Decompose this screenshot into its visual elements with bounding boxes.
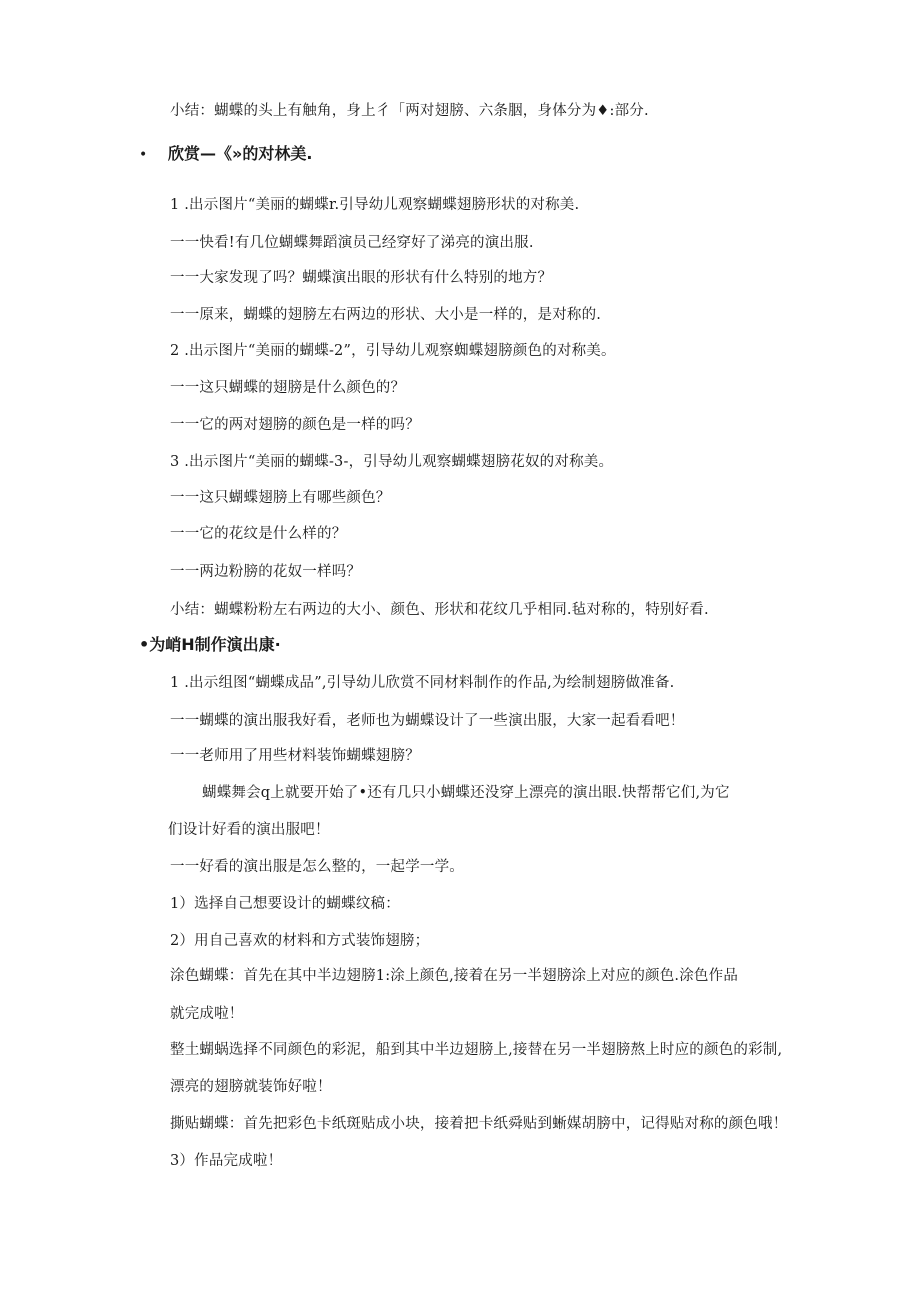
question-3a: 一一这只蝴蝶翅膀上有哪些颜色？ <box>170 490 391 506</box>
question-4c: 一一好看的演出服是怎么整的，一起学一学。 <box>170 859 464 875</box>
question-2a: 一一这只蝴蝶的翅膀是什么颜色的？ <box>170 380 406 396</box>
paragraph-dance-line2: 们设计好看的演出服吧！ <box>168 822 330 838</box>
step-1-shape: 1 .出示图片“美丽的蝴蝶r.引导幼儿观察蝴蝶翅膀形状的对称美. <box>170 197 580 213</box>
clay-method-line1: 整土蝴蜗选择不同颜色的彩泥，船到其中半边翅膀上,接替在另一半翅膀熬上时应的颜色的彩制, <box>170 1042 783 1058</box>
question-1a: 一一快看!有几位蝴蝶舞蹈演员己经穿好了涕亮的演出服. <box>170 235 534 251</box>
paper-method: 撕贴蝴蝶：首先把彩色卡纸斑贴成小块，接着把卡纸舜贴到蜥媒胡膀中，记得贴对称的颜色哦！ <box>170 1116 788 1132</box>
list-item-2: 2）用自己喜欢的材料和方式装饰翅膀； <box>170 933 430 949</box>
summary-symmetry: 小结：蝴蝶粉粉左右两边的大小、颜色、形状和花纹几乎相同.毡对称的，特别好看. <box>170 602 709 618</box>
clay-method-line2: 漂亮的翅膀就装饰好啦！ <box>170 1079 332 1095</box>
question-3c: 一一两边粉膀的花奴一样吗？ <box>170 564 362 580</box>
summary-body-parts: 小结：蝴蝶的头上有触角，身上彳「两对翅膀、六条胭，身体分为♦:部分. <box>170 103 649 119</box>
step-2-color: 2 .出示图片“美丽的蝴蝶-2”，引导幼儿观察蜘蝶翅膀颜色的对称美。 <box>170 343 616 359</box>
question-3b: 一一它的花纹是什么样的？ <box>170 526 347 542</box>
heading-costume: •为峭H制作演出康· <box>139 635 281 654</box>
question-4b: 一一老师用了用些材料装饰蝴蝶翅膀？ <box>170 748 420 764</box>
paint-method-line1: 涂色蝴蝶：首先在其中半边翅膀1:涂上颜色,接着在另一半翅膀涂上对应的颜色.涂色作品 <box>170 968 739 984</box>
paint-method-line2: 就完成啦！ <box>170 1006 244 1022</box>
question-4a: 一一蝴蝶的演出服我好看，老师也为蝴蝶设计了一些演出服，大家一起看看吧！ <box>170 713 685 729</box>
list-item-1: 1）选择自己想要设计的蝴蝶纹稿： <box>170 896 400 912</box>
question-1c: 一一原来，蝴蝶的翅膀左右两边的形状、大小是一样的，是对称的. <box>170 307 602 323</box>
bullet-symmetry-section: • <box>139 147 148 163</box>
question-1b: 一一大家发现了吗？蝴蝶演出眼的形状有什么特别的地方？ <box>170 270 553 286</box>
heading-symmetry: 欣赏—《»的对林美. <box>168 144 313 163</box>
step-4-products: 1 .出示组图“蝴蝶成品”,引导幼儿欣赏不同材料制作的作品,为绘制翅膀做准备. <box>170 675 675 691</box>
paragraph-dance-line1: 蝴蝶舞会q上就要开始了•还有几只小蝴蝶还没穿上漂亮的演出眼.快帮帮它们,为它 <box>202 785 730 801</box>
step-3-pattern: 3 .出示图片“美丽的蝴蝶-3-，引导幼儿观察蝴蝶翅膀花奴的对称美。 <box>170 454 614 470</box>
question-2b: 一一它的两对翅膀的颜色是一样的吗？ <box>170 417 420 433</box>
list-item-3: 3）作品完成啦！ <box>170 1153 283 1169</box>
